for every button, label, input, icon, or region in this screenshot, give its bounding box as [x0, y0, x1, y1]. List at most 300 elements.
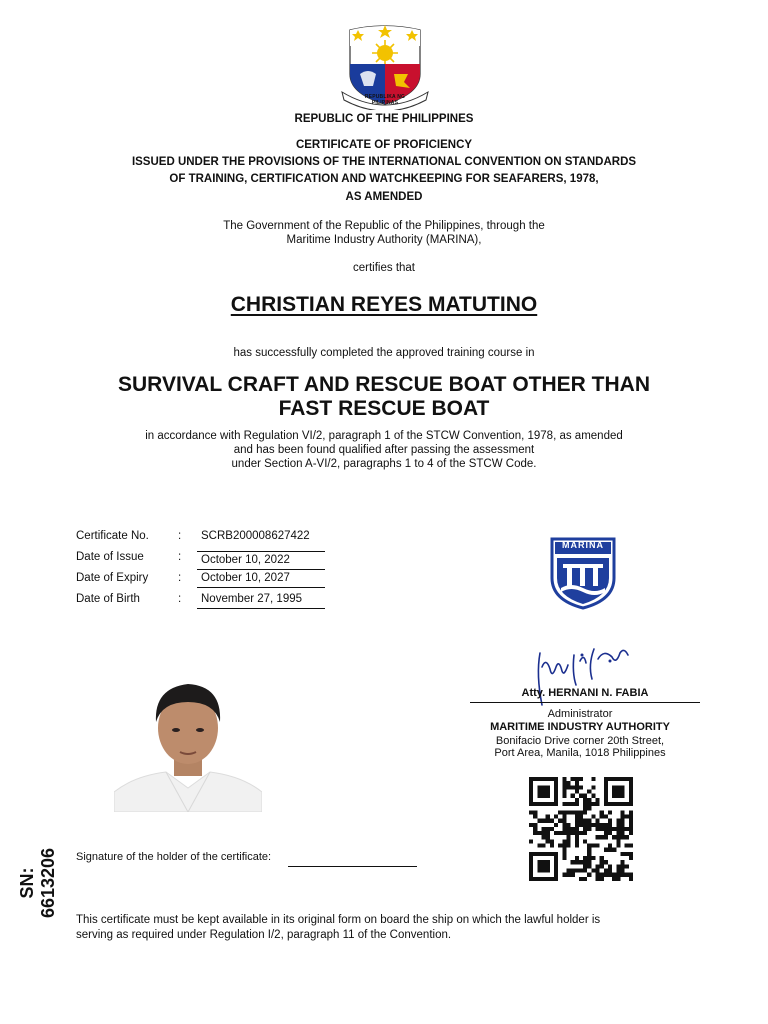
qr-module	[537, 869, 541, 873]
qr-module	[604, 823, 608, 827]
qr-module	[546, 831, 550, 835]
qr-module	[541, 877, 545, 881]
qr-module	[541, 785, 545, 789]
address-line-1: Bonifacio Drive corner 20th Street,	[495, 735, 665, 747]
qr-module	[554, 860, 558, 864]
qr-module	[608, 869, 612, 873]
qr-module	[596, 798, 600, 802]
qr-module	[629, 856, 633, 860]
qr-module	[571, 831, 575, 835]
qr-module	[612, 802, 616, 806]
qr-module	[604, 869, 608, 873]
qr-module	[608, 873, 612, 877]
qr-module	[587, 864, 591, 868]
qr-module	[587, 856, 591, 860]
qr-module	[616, 785, 620, 789]
qr-module	[566, 785, 570, 789]
qr-module	[591, 844, 595, 848]
colon: :	[178, 530, 182, 542]
qr-module	[537, 794, 541, 798]
qr-module	[575, 860, 579, 864]
qr-module	[554, 798, 558, 802]
qr-module	[529, 802, 533, 806]
qr-module	[591, 823, 595, 827]
qr-module	[621, 860, 625, 864]
qr-module	[616, 835, 620, 839]
qr-module	[587, 823, 591, 827]
holder-name: CHRISTIAN REYES MATUTINO	[230, 293, 538, 316]
qr-module	[566, 831, 570, 835]
qr-module	[554, 873, 558, 877]
qr-module	[546, 819, 550, 823]
qr-module	[604, 781, 608, 785]
qr-module	[616, 869, 620, 873]
qr-module	[546, 852, 550, 856]
colon: :	[178, 572, 182, 584]
qr-module	[562, 827, 566, 831]
qr-module	[587, 806, 591, 810]
qr-module	[616, 873, 620, 877]
qr-module	[550, 777, 554, 781]
qr-module	[579, 860, 583, 864]
qr-module	[566, 844, 570, 848]
qr-module	[604, 802, 608, 806]
qr-module	[554, 852, 558, 856]
convention-line-2: OF TRAINING, CERTIFICATION AND WATCHKEEPING FOR SEAFARERS, 1978,	[169, 173, 599, 185]
qr-module	[546, 864, 550, 868]
qr-module	[529, 856, 533, 860]
qr-module	[558, 819, 562, 823]
qr-module	[591, 802, 595, 806]
qr-module	[571, 873, 575, 877]
qr-module	[546, 802, 550, 806]
qr-module	[600, 827, 604, 831]
qr-module	[566, 873, 570, 877]
qr-module	[616, 802, 620, 806]
qr-module	[529, 852, 533, 856]
qr-module	[621, 831, 625, 835]
qr-module	[625, 777, 629, 781]
qr-module	[571, 802, 575, 806]
qr-module	[533, 814, 537, 818]
qr-module	[575, 831, 579, 835]
qr-module	[562, 873, 566, 877]
qr-module	[537, 844, 541, 848]
qr-module	[575, 802, 579, 806]
qr-module	[554, 814, 558, 818]
qr-module	[562, 819, 566, 823]
qr-module	[608, 831, 612, 835]
qr-module	[554, 877, 558, 881]
regulation-line-2: and has been found qualified after passing the assessment	[233, 444, 535, 456]
qr-module	[571, 785, 575, 789]
qr-module	[562, 810, 566, 814]
qr-module	[566, 827, 570, 831]
qr-module	[583, 802, 587, 806]
qr-module	[566, 802, 570, 806]
qr-module	[575, 839, 579, 843]
qr-module	[562, 852, 566, 856]
qr-module	[554, 831, 558, 835]
qr-module	[546, 839, 550, 843]
qr-module	[554, 823, 558, 827]
qr-module	[604, 848, 608, 852]
qr-module	[600, 877, 604, 881]
qr-module	[529, 860, 533, 864]
qr-module	[608, 827, 612, 831]
qr-module	[621, 873, 625, 877]
qr-module	[629, 785, 633, 789]
qr-module	[575, 869, 579, 873]
qr-module	[537, 860, 541, 864]
qr-module	[575, 819, 579, 823]
qr-module	[608, 823, 612, 827]
qr-module	[587, 844, 591, 848]
qr-module	[562, 823, 566, 827]
qr-module	[629, 814, 633, 818]
qr-module	[537, 831, 541, 835]
colon: :	[178, 551, 182, 563]
intro-line-1: The Government of the Republic of the Philippines, through the	[223, 220, 545, 232]
qr-module	[583, 823, 587, 827]
qr-module	[529, 798, 533, 802]
qr-module	[529, 877, 533, 881]
qr-module	[587, 852, 591, 856]
signatory-organization: MARITIME INDUSTRY AUTHORITY	[490, 721, 670, 733]
qr-module	[562, 814, 566, 818]
qr-module	[550, 877, 554, 881]
qr-module	[587, 827, 591, 831]
qr-module	[621, 823, 625, 827]
qr-module	[604, 794, 608, 798]
qr-module	[579, 794, 583, 798]
qr-module	[550, 844, 554, 848]
qr-module	[541, 777, 545, 781]
seal-banner-text: REPUBLIKA NG PILIPINAS	[364, 94, 406, 106]
qr-module	[575, 814, 579, 818]
holder-signature-line	[288, 866, 417, 867]
qr-module	[583, 839, 587, 843]
qr-module	[629, 794, 633, 798]
qr-module	[591, 794, 595, 798]
signatory-title: Administrator	[547, 708, 613, 720]
qr-module	[562, 831, 566, 835]
qr-module	[579, 823, 583, 827]
qr-module	[621, 785, 625, 789]
qr-module	[579, 785, 583, 789]
qr-module	[629, 819, 633, 823]
qr-module	[621, 852, 625, 856]
qr-module	[608, 777, 612, 781]
qr-module	[583, 860, 587, 864]
qr-module	[562, 777, 566, 781]
qr-module	[529, 777, 533, 781]
qr-module	[600, 864, 604, 868]
qr-module	[546, 789, 550, 793]
qr-module	[629, 810, 633, 814]
qr-module	[621, 794, 625, 798]
qr-module	[600, 823, 604, 827]
qr-module	[546, 785, 550, 789]
issue-date-label: Date of Issue	[76, 551, 144, 563]
qr-module	[608, 802, 612, 806]
qr-module	[529, 781, 533, 785]
qr-module	[529, 785, 533, 789]
footer-line-1: This certificate must be kept available in its original form on board the ship on which the lawful holder is	[76, 914, 601, 926]
certifies-text: certifies that	[353, 262, 415, 274]
qr-module	[608, 848, 612, 852]
qr-module	[529, 839, 533, 843]
expiry-date-value: October 10, 2027	[197, 572, 325, 588]
qr-module	[608, 864, 612, 868]
qr-module	[621, 789, 625, 793]
qr-module	[546, 777, 550, 781]
certificate-no-label: Certificate No.	[76, 530, 149, 542]
serial-number: SN: 6613206	[17, 847, 58, 919]
qr-module	[629, 827, 633, 831]
qr-module	[579, 869, 583, 873]
qr-module	[596, 873, 600, 877]
qr-module	[566, 835, 570, 839]
qr-module	[612, 789, 616, 793]
qr-module	[541, 844, 545, 848]
qr-module	[616, 823, 620, 827]
qr-module	[616, 864, 620, 868]
birth-date-label: Date of Birth	[76, 593, 140, 605]
qr-module	[562, 844, 566, 848]
qr-module	[587, 789, 591, 793]
qr-module	[604, 827, 608, 831]
qr-module	[550, 839, 554, 843]
qr-module	[612, 785, 616, 789]
footer-line-2: serving as required under Regulation I/2, paragraph 11 of the Convention.	[76, 929, 452, 941]
qr-module	[600, 835, 604, 839]
qr-module	[554, 869, 558, 873]
qr-module	[533, 777, 537, 781]
qr-module	[604, 777, 608, 781]
qr-module	[562, 794, 566, 798]
qr-module	[533, 852, 537, 856]
qr-module	[591, 856, 595, 860]
qr-module	[600, 810, 604, 814]
qr-module	[596, 827, 600, 831]
qr-module	[616, 839, 620, 843]
qr-module	[566, 869, 570, 873]
expiry-date-label: Date of Expiry	[76, 572, 149, 584]
birth-date-value: November 27, 1995	[197, 593, 325, 609]
qr-module	[629, 802, 633, 806]
qr-module	[591, 777, 595, 781]
qr-module	[550, 802, 554, 806]
qr-module	[537, 819, 541, 823]
qr-module	[629, 798, 633, 802]
qr-module	[529, 864, 533, 868]
qr-module	[587, 848, 591, 852]
qr-module	[596, 877, 600, 881]
qr-module	[566, 781, 570, 785]
qr-module	[562, 802, 566, 806]
qr-module	[546, 827, 550, 831]
qr-module	[575, 777, 579, 781]
qr-module	[629, 877, 633, 881]
qr-module	[558, 810, 562, 814]
qr-module	[621, 864, 625, 868]
qr-module	[608, 810, 612, 814]
course-line-1: SURVIVAL CRAFT AND RESCUE BOAT OTHER THAN	[117, 373, 650, 396]
qr-module	[621, 819, 625, 823]
qr-module	[600, 873, 604, 877]
qr-module	[604, 814, 608, 818]
qr-module	[537, 852, 541, 856]
signatory-name: Atty. HERNANI N. FABIA	[470, 687, 700, 703]
qr-module	[554, 789, 558, 793]
qr-module	[583, 856, 587, 860]
qr-module	[575, 789, 579, 793]
qr-module	[575, 823, 579, 827]
completed-text: has successfully completed the approved training course in	[233, 347, 535, 359]
qr-module	[541, 869, 545, 873]
qr-module	[579, 831, 583, 835]
qr-module	[612, 777, 616, 781]
qr-module	[575, 856, 579, 860]
qr-module	[546, 835, 550, 839]
qr-module	[541, 802, 545, 806]
qr-module	[621, 810, 625, 814]
qr-module	[579, 777, 583, 781]
qr-module	[604, 860, 608, 864]
qr-module	[583, 810, 587, 814]
qr-module	[546, 860, 550, 864]
qr-module	[541, 835, 545, 839]
qr-module	[541, 789, 545, 793]
qr-module	[604, 835, 608, 839]
qr-module	[529, 869, 533, 873]
qr-module	[625, 827, 629, 831]
qr-module	[533, 877, 537, 881]
qr-module	[621, 814, 625, 818]
course-line-2: FAST RESCUE BOAT	[278, 397, 490, 420]
qr-module	[591, 814, 595, 818]
qr-module	[583, 806, 587, 810]
regulation-line-3: under Section A-VI/2, paragraphs 1 to 4 of the STCW Code.	[231, 458, 537, 470]
qr-module	[616, 819, 620, 823]
qr-module	[596, 864, 600, 868]
qr-module	[621, 869, 625, 873]
qr-module	[571, 810, 575, 814]
qr-module	[575, 835, 579, 839]
certificate-no-value: SCRB200008627422	[201, 530, 310, 542]
holder-photo	[114, 672, 262, 812]
qr-module	[575, 844, 579, 848]
qr-module	[583, 877, 587, 881]
qr-module	[541, 831, 545, 835]
qr-module	[554, 785, 558, 789]
qr-module	[583, 827, 587, 831]
qr-module	[546, 794, 550, 798]
qr-module	[575, 781, 579, 785]
qr-module	[608, 844, 612, 848]
qr-module	[612, 848, 616, 852]
qr-module	[596, 835, 600, 839]
qr-module	[554, 802, 558, 806]
qr-module	[579, 819, 583, 823]
qr-module	[591, 785, 595, 789]
qr-module	[616, 794, 620, 798]
qr-module	[616, 877, 620, 881]
qr-module	[541, 864, 545, 868]
qr-module	[566, 823, 570, 827]
qr-module	[537, 785, 541, 789]
qr-module	[596, 823, 600, 827]
qr-module	[587, 819, 591, 823]
qr-module	[596, 819, 600, 823]
qr-module	[529, 873, 533, 877]
convention-line-3: AS AMENDED	[345, 191, 423, 203]
qr-module	[583, 864, 587, 868]
qr-module	[537, 877, 541, 881]
qr-module	[537, 802, 541, 806]
administrator-signature-icon	[528, 645, 638, 715]
qr-module	[550, 827, 554, 831]
qr-module	[604, 831, 608, 835]
qr-module	[596, 869, 600, 873]
qr-module	[587, 798, 591, 802]
qr-module	[629, 873, 633, 877]
qr-module	[575, 810, 579, 814]
qr-module	[612, 794, 616, 798]
qr-module	[621, 835, 625, 839]
qr-module	[604, 789, 608, 793]
qr-module	[629, 852, 633, 856]
qr-module	[562, 789, 566, 793]
qr-module	[529, 823, 533, 827]
qr-module	[600, 860, 604, 864]
qr-module	[612, 827, 616, 831]
qr-module	[591, 869, 595, 873]
qr-module	[554, 781, 558, 785]
qr-module	[554, 864, 558, 868]
qr-module	[616, 777, 620, 781]
qr-module	[571, 869, 575, 873]
qr-module	[541, 860, 545, 864]
qr-module	[600, 856, 604, 860]
qr-module	[562, 848, 566, 852]
qr-module	[529, 794, 533, 798]
certificate-type: CERTIFICATE OF PROFICIENCY	[295, 139, 473, 151]
qr-module	[616, 827, 620, 831]
qr-module	[575, 798, 579, 802]
qr-module	[533, 827, 537, 831]
qr-module	[566, 810, 570, 814]
qr-module	[571, 827, 575, 831]
qr-module	[558, 844, 562, 848]
qr-module	[571, 860, 575, 864]
qr-module	[583, 831, 587, 835]
qr-module	[579, 814, 583, 818]
qr-module	[554, 794, 558, 798]
qr-module	[554, 856, 558, 860]
qr-module	[629, 823, 633, 827]
colon: :	[178, 593, 182, 605]
qr-module	[579, 810, 583, 814]
qr-module	[583, 869, 587, 873]
qr-module	[571, 777, 575, 781]
qr-module	[541, 852, 545, 856]
qr-module	[596, 844, 600, 848]
qr-module	[554, 777, 558, 781]
qr-code-icon	[529, 777, 633, 881]
qr-module	[583, 798, 587, 802]
